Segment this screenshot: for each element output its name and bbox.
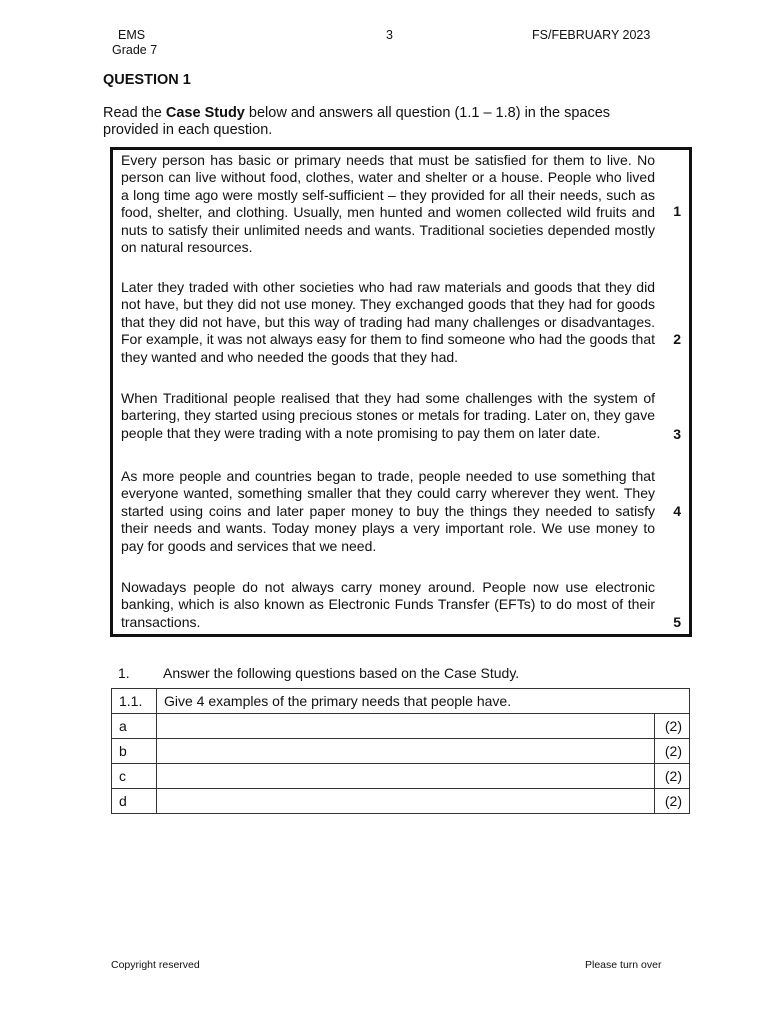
table-row bbox=[112, 789, 690, 814]
row-label: d bbox=[112, 789, 157, 814]
answer-cell[interactable] bbox=[157, 789, 655, 814]
table-row bbox=[112, 764, 690, 789]
question-instruction: Answer the following questions based on the Case Study. bbox=[163, 665, 520, 681]
answer-cell[interactable] bbox=[157, 714, 655, 739]
question-intro bbox=[103, 105, 663, 139]
table-header-row bbox=[112, 689, 690, 714]
intro-case-study-bold: Case Study bbox=[165, 105, 245, 121]
row-label: b bbox=[112, 739, 157, 764]
paragraph-number-3: 3 bbox=[673, 426, 681, 442]
marks-cell: (2) bbox=[655, 714, 690, 739]
row-label: c bbox=[112, 764, 157, 789]
question-title: QUESTION 1 bbox=[103, 72, 191, 88]
row-label: a bbox=[112, 714, 157, 739]
case-paragraph-3: When Traditional people realised that they had some challenges with the system of bartering, they started using precious stones or metals for trading. Later on, they gave people that they were trading with a note promising to pay them on later date. bbox=[121, 390, 655, 441]
case-paragraph-5: Nowadays people do not always carry money around. People now use electronic banking, which is also known as Electronic Funds Transfer (EFTs) to do most of their transactions. bbox=[121, 579, 655, 630]
marks-cell: (2) bbox=[655, 789, 690, 814]
paragraph-number-5: 5 bbox=[673, 614, 681, 630]
case-study-box bbox=[110, 147, 692, 637]
footer-copyright: Copyright reserved bbox=[111, 959, 200, 971]
answer-cell[interactable] bbox=[157, 739, 655, 764]
subquestion-number: 1.1. bbox=[112, 689, 157, 714]
case-paragraph-1: Every person has basic or primary needs that must be satisfied for them to live. No person can live without food, clothes, water and shelter or a house. People who lived a long time ago were mostly self-sufficient – they provided for all their needs, such as food, shelter, and clothing. Usually, men hunted and women collected wild fruits and nuts to satisfy their unlimited needs and wants. Traditional societies depended mostly on natural resources. bbox=[121, 152, 655, 256]
intro-text-start: Read the bbox=[103, 105, 166, 121]
paragraph-number-1: 1 bbox=[673, 203, 681, 219]
table-row bbox=[112, 714, 690, 739]
header-subject: EMS bbox=[118, 28, 146, 42]
answer-table bbox=[111, 688, 690, 814]
header-date: FS/FEBRUARY 2023 bbox=[532, 28, 651, 42]
marks-cell: (2) bbox=[655, 739, 690, 764]
answer-cell[interactable] bbox=[157, 764, 655, 789]
case-paragraph-4: As more people and countries began to trade, people needed to use something that everyone wanted, something smaller that they could carry wherever they went. They started using coins and later paper money to buy the things they needed to satisfy their needs and wants. Today money plays a very important role. We use money to pay for goods and services that we need. bbox=[121, 468, 655, 554]
question-number: 1. bbox=[118, 665, 130, 681]
header-grade: Grade 7 bbox=[112, 43, 158, 57]
table-row bbox=[112, 739, 690, 764]
paragraph-number-2: 2 bbox=[673, 331, 681, 347]
page-number: 3 bbox=[386, 28, 393, 42]
intro-text-end: below and answers all question (1.1 – 1.8) in the spaces provided in each question. bbox=[103, 105, 611, 138]
case-paragraph-2: Later they traded with other societies who had raw materials and goods that they did not have, but they did not use money. They exchanged goods that they had for goods that they did not have, but this way of trading had many challenges or disadvantages. For example, it was not always easy for them to find someone who had the goods that they wanted and who needed the goods that they had. bbox=[121, 279, 655, 365]
footer-turn-over: Please turn over bbox=[585, 959, 662, 971]
paragraph-number-4: 4 bbox=[673, 503, 681, 519]
subquestion-text: Give 4 examples of the primary needs that people have. bbox=[157, 689, 690, 714]
marks-cell: (2) bbox=[655, 764, 690, 789]
